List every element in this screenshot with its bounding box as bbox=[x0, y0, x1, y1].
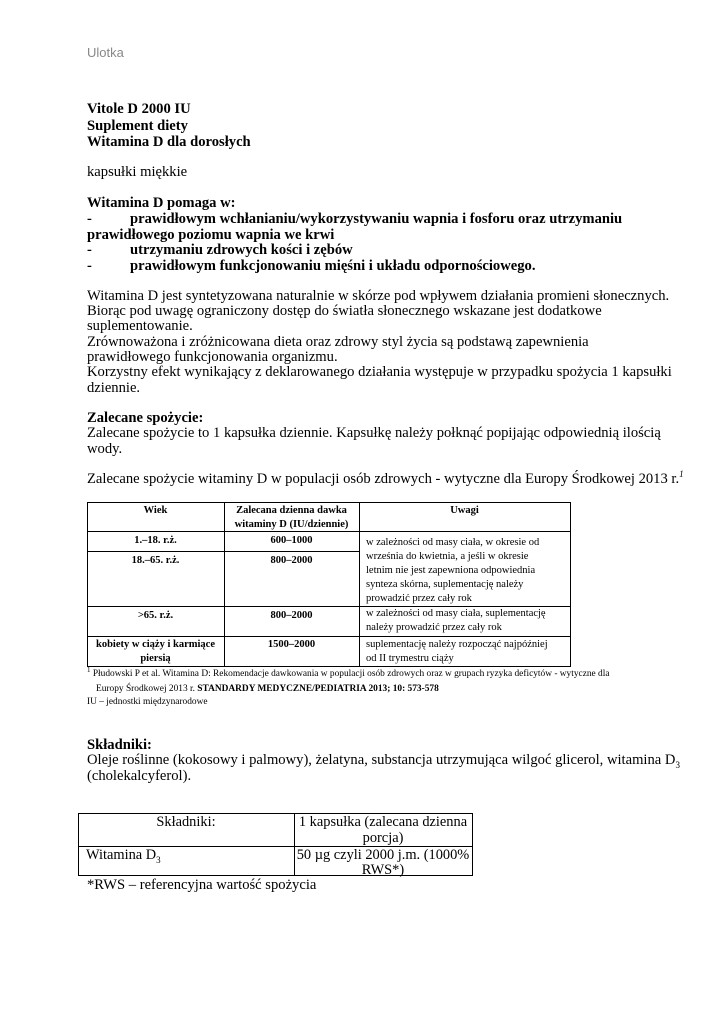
row4-age-line-1: kobiety w ciąży i karmiące bbox=[96, 639, 215, 650]
ingredients-line-2: (cholekalcyferol). bbox=[87, 768, 192, 784]
col-header-dose-line-1: Zalecana dzienna dawka bbox=[236, 505, 347, 516]
product-type: Suplement diety bbox=[87, 118, 188, 134]
note1-line-2: września do kwietnia, a jeśli w okresie bbox=[366, 551, 529, 562]
product-name: Vitole D 2000 IU bbox=[87, 101, 191, 117]
t2-vitamin-subscript: 3 bbox=[156, 854, 161, 865]
t2-header-portion-line-1: 1 kapsułka (zalecana dzienna bbox=[298, 814, 468, 830]
note3-line-2: od II trymestru ciąży bbox=[366, 653, 454, 664]
row3-dose: 800–2000 bbox=[270, 610, 313, 621]
col-header-age: Wiek bbox=[143, 505, 168, 516]
info-line-3: suplementowanie. bbox=[87, 318, 193, 334]
t2-value-line-2: RWS*) bbox=[361, 862, 405, 878]
col-header-notes: Uwagi bbox=[450, 505, 479, 516]
row1-age: 1.–18. r.ż. bbox=[134, 535, 177, 546]
row2-dose: 800–2000 bbox=[270, 555, 313, 566]
row4-age-line-2: piersią bbox=[140, 653, 171, 664]
t2-header-portion-line-2: porcja) bbox=[362, 830, 404, 846]
note1-line-4: synteza skórna, suplementację należy bbox=[366, 579, 524, 590]
benefit-item-1-line-1: prawidłowym wchłanianiu/wykorzystywaniu wapnia i fosforu oraz utrzymaniu bbox=[130, 211, 623, 227]
footnote-line-1 bbox=[87, 667, 610, 682]
benefit-item-2: utrzymaniu zdrowych kości i zębów bbox=[130, 242, 353, 258]
ingredients-text: Oleje roślinne (kokosowy i palmowy), żelatyna, substancja utrzymująca wilgoć glicerol, witamina D bbox=[87, 752, 676, 768]
bullet-dash: - bbox=[87, 242, 92, 258]
info-line-5: prawidłowego funkcjonowania organizmu. bbox=[87, 349, 338, 365]
ingredients-subscript: 3 bbox=[675, 759, 680, 770]
ingredients-table bbox=[78, 813, 473, 876]
note2-line-1: w zależności od masy ciała, suplementację bbox=[366, 608, 546, 619]
benefits-heading: Witamina D pomaga w: bbox=[87, 195, 236, 211]
info-line-1: Witamina D jest syntetyzowana naturalnie w skórze pod wpływem działania promieni słonecznych. bbox=[87, 288, 670, 304]
document-header: Ulotka bbox=[87, 45, 124, 60]
product-subtitle: Witamina D dla dorosłych bbox=[87, 134, 251, 150]
row1-dose: 600–1000 bbox=[270, 535, 313, 546]
ingredients-heading: Składniki: bbox=[87, 737, 152, 753]
dosage-table bbox=[87, 502, 571, 666]
col-header-dose-line-2: witaminy D (IU/dziennie) bbox=[234, 519, 349, 530]
rws-note: *RWS – referencyjna wartość spożycia bbox=[87, 877, 317, 893]
bullet-dash: - bbox=[87, 211, 92, 227]
note1-line-1: w zależności od masy ciała, w okresie od bbox=[366, 537, 540, 548]
footnote-journal: STANDARDY MEDYCZNE/PEDIATRIA 2013; 10: 573-578 bbox=[197, 684, 439, 694]
benefit-item-1-line-2: prawidłowego poziomu wapnia we krwi bbox=[87, 227, 335, 243]
row4-dose: 1500–2000 bbox=[267, 639, 316, 650]
row2-age: 18.–65. r.ż. bbox=[131, 555, 180, 566]
footnote-number: 1 bbox=[87, 665, 91, 674]
note3-line-1: suplementację należy rozpocząć najpóźniej bbox=[366, 639, 548, 650]
bullet-dash: - bbox=[87, 258, 92, 274]
population-guideline bbox=[87, 471, 684, 488]
t2-row-vitamin-d3 bbox=[86, 847, 161, 864]
footnote-citation-cont: Europy Środkowej 2013 r. bbox=[96, 684, 198, 694]
note1-line-5: prowadzić przez cały rok bbox=[366, 593, 472, 604]
info-line-7: dziennie. bbox=[87, 380, 141, 396]
dosage-line-2: wody. bbox=[87, 441, 123, 457]
benefit-item-3: prawidłowym funkcjonowaniu mięśni i układu odpornościowego. bbox=[130, 258, 536, 274]
product-form: kapsułki miękkie bbox=[87, 164, 188, 180]
info-line-2: Biorąc pod uwagę ograniczony dostęp do światła słonecznego wskazane jest dodatkowe bbox=[87, 303, 602, 319]
note1-line-3: letnim nie jest zapewniona odpowiednia bbox=[366, 565, 536, 576]
t2-vitamin-name: Witamina D bbox=[86, 847, 157, 863]
footnote-ref: 1 bbox=[679, 469, 684, 480]
footnote-iu: IU – jednostki międzynarodowe bbox=[87, 697, 208, 707]
footnote-citation: Płudowski P et al. Witamina D: Rekomendacje dawkowania w populacji osób zdrowych oraz w grupach ryzyka deficytów - wytyczne dla bbox=[92, 669, 610, 679]
info-line-4: Zrównoważona i zróżnicowana dieta oraz zdrowy styl życia są podstawą zapewnienia bbox=[87, 334, 589, 350]
t2-header-ingredients: Składniki: bbox=[156, 814, 216, 830]
t2-value-line-1: 50 µg czyli 2000 j.m. (1000% bbox=[296, 847, 470, 863]
population-guideline-text: Zalecane spożycie witaminy D w populacji osób zdrowych - wytyczne dla Europy Środkowej 2013 r. bbox=[87, 471, 680, 487]
ingredients-line-1 bbox=[87, 752, 680, 769]
info-line-6: Korzystny efekt wynikający z deklarowanego działania występuje w przypadku spożycia 1 kapsułki bbox=[87, 364, 672, 380]
dosage-line-1: Zalecane spożycie to 1 kapsułka dziennie. Kapsułkę należy połknąć popijając odpowiednią ilością bbox=[87, 425, 661, 441]
note2-line-2: należy prowadzić przez cały rok bbox=[366, 622, 502, 633]
dosage-heading: Zalecane spożycie: bbox=[87, 410, 204, 426]
row3-age: >65. r.ż. bbox=[137, 610, 174, 621]
